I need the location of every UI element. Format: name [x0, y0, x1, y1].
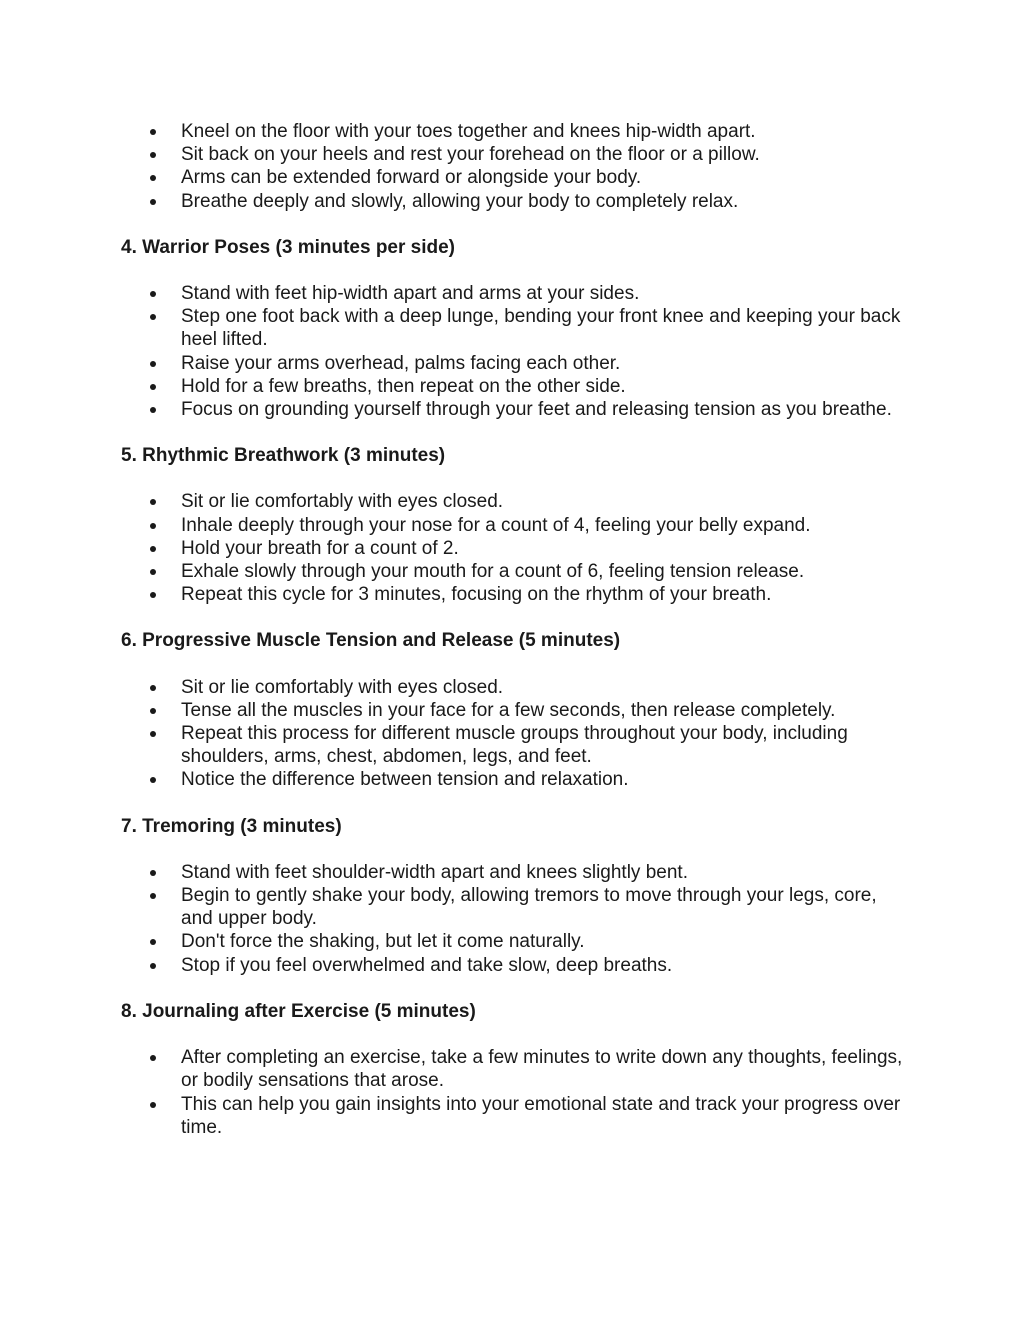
list-item-text: Sit or lie comfortably with eyes closed.	[181, 491, 504, 513]
list-item	[181, 583, 911, 606]
list-item	[181, 768, 911, 791]
document-content	[121, 120, 911, 1139]
bullet-icon	[150, 963, 156, 969]
list-item-text: This can help you gain insights into your emotional state and track your progress over time.	[181, 1093, 901, 1138]
bullet-icon	[150, 546, 156, 552]
bullet-icon	[150, 129, 156, 135]
list-item	[181, 375, 911, 398]
list-item	[181, 537, 911, 560]
list-item	[181, 560, 911, 583]
bullet-icon	[150, 1055, 156, 1061]
bullet-icon	[150, 152, 156, 158]
section-bullet-list	[121, 490, 911, 606]
bullet-icon	[150, 499, 156, 505]
list-item-text: After completing an exercise, take a few minutes to write down any thoughts, feelings, or bodily sensations that arose.	[181, 1047, 903, 1092]
list-item	[181, 861, 911, 884]
list-item	[181, 398, 911, 421]
list-item-text: Step one foot back with a deep lunge, bending your front knee and keeping your back heel lifted.	[181, 306, 901, 351]
list-item-text: Raise your arms overhead, palms facing each other.	[181, 352, 621, 374]
bullet-icon	[150, 1102, 156, 1108]
bullet-icon	[150, 384, 156, 390]
list-item	[181, 352, 911, 375]
section-bullet-list	[121, 1046, 911, 1139]
list-item-text: Arms can be extended forward or alongside your body.	[181, 167, 642, 189]
list-item	[181, 166, 911, 189]
section-heading-rhythmic-breathwork: 5. Rhythmic Breathwork (3 minutes)	[121, 445, 446, 467]
section-heading-journaling: 8. Journaling after Exercise (5 minutes)	[121, 1000, 476, 1022]
bullet-icon	[150, 870, 156, 876]
list-item	[181, 722, 911, 768]
section-bullet-list	[121, 282, 911, 421]
list-item	[181, 1046, 911, 1092]
list-item	[181, 143, 911, 166]
list-item	[181, 190, 911, 213]
bullet-icon	[150, 708, 156, 714]
bullet-icon	[150, 291, 156, 297]
bullet-icon	[150, 731, 156, 737]
list-item-text: Begin to gently shake your body, allowing tremors to move through your legs, core, and upper body.	[181, 885, 877, 930]
list-item-text: Inhale deeply through your nose for a count of 4, feeling your belly expand.	[181, 514, 811, 536]
section-bullet-list	[121, 861, 911, 977]
bullet-icon	[150, 199, 156, 205]
list-item-text: Tense all the muscles in your face for a few seconds, then release completely.	[181, 699, 836, 721]
list-item-text: Sit or lie comfortably with eyes closed.	[181, 676, 504, 698]
list-item-text: Hold for a few breaths, then repeat on the other side.	[181, 375, 626, 397]
list-item-text: Stand with feet hip-width apart and arms at your sides.	[181, 283, 640, 305]
list-item-text: Hold your breath for a count of 2.	[181, 537, 459, 559]
bullet-icon	[150, 407, 156, 413]
section-bullet-list	[121, 676, 911, 792]
bullet-icon	[150, 361, 156, 367]
list-item	[181, 954, 911, 977]
section-heading-warrior-poses: 4. Warrior Poses (3 minutes per side)	[121, 236, 456, 258]
bullet-icon	[150, 523, 156, 529]
list-item	[181, 514, 911, 537]
list-item	[181, 490, 911, 513]
list-item-text: Repeat this process for different muscle groups throughout your body, including shoulders, arms, chest, abdomen, legs, and feet.	[181, 723, 848, 768]
bullet-icon	[150, 893, 156, 899]
bullet-icon	[150, 777, 156, 783]
list-item-text: Focus on grounding yourself through your feet and releasing tension as you breathe.	[181, 399, 892, 421]
list-item-text: Sit back on your heels and rest your forehead on the floor or a pillow.	[181, 144, 760, 166]
list-item-text: Stop if you feel overwhelmed and take slow, deep breaths.	[181, 954, 673, 976]
list-item-text: Notice the difference between tension and relaxation.	[181, 769, 629, 791]
list-item-text: Exhale slowly through your mouth for a count of 6, feeling tension release.	[181, 561, 805, 583]
list-item	[181, 120, 911, 143]
list-item-text: Breathe deeply and slowly, allowing your body to completely relax.	[181, 190, 739, 212]
list-item-text: Stand with feet shoulder-width apart and knees slightly bent.	[181, 861, 688, 883]
list-item	[181, 699, 911, 722]
list-item	[181, 1093, 911, 1139]
list-item-text: Kneel on the floor with your toes together and knees hip-width apart.	[181, 121, 756, 142]
bullet-icon	[150, 314, 156, 320]
bullet-icon	[150, 592, 156, 598]
bullet-icon	[150, 685, 156, 691]
list-item-text: Don't force the shaking, but let it come naturally.	[181, 931, 585, 953]
list-item	[181, 676, 911, 699]
bullet-icon	[150, 175, 156, 181]
list-item	[181, 282, 911, 305]
section-heading-tremoring: 7. Tremoring (3 minutes)	[121, 815, 342, 837]
list-item-text: Repeat this cycle for 3 minutes, focusing on the rhythm of your breath.	[181, 584, 772, 606]
bullet-icon	[150, 569, 156, 575]
section-heading-progressive-muscle: 6. Progressive Muscle Tension and Release (5 minutes)	[121, 630, 621, 652]
list-item	[181, 884, 911, 930]
intro-bullet-list	[121, 120, 911, 213]
list-item	[181, 305, 911, 351]
list-item	[181, 930, 911, 953]
bullet-icon	[150, 939, 156, 945]
